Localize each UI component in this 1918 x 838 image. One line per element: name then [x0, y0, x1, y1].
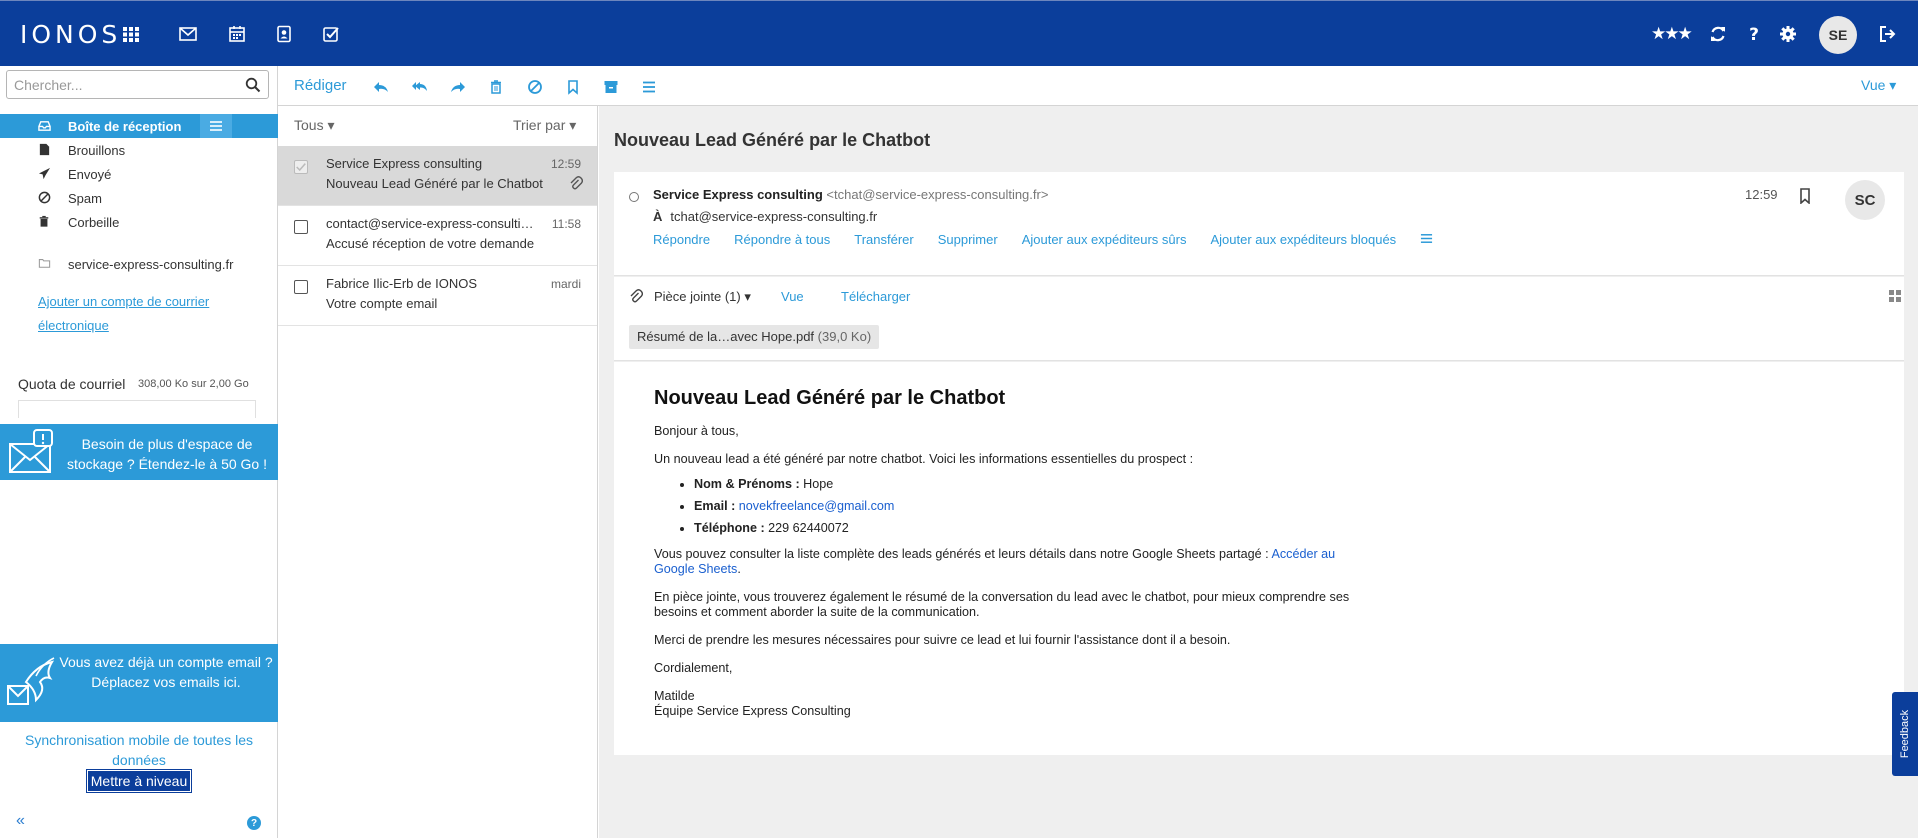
more-menu-icon[interactable]	[639, 77, 659, 97]
forward-icon[interactable]	[448, 77, 468, 97]
email-body-card	[614, 362, 1904, 755]
collapse-sidebar-icon[interactable]: «	[16, 812, 25, 829]
message-subject: Accusé réception de votre demande	[326, 236, 535, 251]
delete-action[interactable]: Supprimer	[937, 232, 998, 247]
sort-dropdown[interactable]	[513, 117, 576, 134]
message-row[interactable]	[278, 206, 597, 266]
reading-pane	[599, 106, 1918, 838]
attachment-note: En pièce jointe, vous trouverez également le résumé de la conversation du lead avec le chatbot, pour mieux comprendre ses besoins et comment aborder la suite de la communication.	[654, 590, 1350, 619]
rating-stars-icon[interactable]: ★★★	[1651, 24, 1691, 43]
migrate-promo-banner[interactable]	[0, 644, 278, 722]
recipient	[653, 209, 877, 224]
attachments-section	[614, 277, 1904, 361]
sent-icon	[37, 166, 51, 180]
migrate-promo-line2: Déplacez vos emails ici.	[91, 674, 241, 690]
quota-title: Quota de courriel	[18, 376, 126, 392]
signoff: Cordialement,	[654, 661, 733, 675]
attachment-icon	[569, 176, 583, 190]
sender-address: <tchat@service-express-consulting.fr>	[826, 187, 1049, 202]
reply-all-icon[interactable]	[410, 77, 430, 97]
view-label: Vue	[1861, 77, 1886, 93]
message-row[interactable]	[278, 266, 597, 326]
storage-promo-text: Besoin de plus d'espace de stockage ? Étendez-le à 50 Go !	[66, 436, 267, 472]
attachment-size: (39,0 Ko)	[817, 329, 872, 344]
folder-list	[0, 114, 278, 234]
add-account-link[interactable]: Ajouter un compte de courrier électronique	[38, 294, 210, 333]
filter-dropdown[interactable]	[294, 117, 335, 134]
sheets-text: Vous pouvez consulter la liste complète des leads générés et leurs détails dans notre Google Sheets partagé :	[654, 547, 1269, 561]
bookmark-icon[interactable]	[1798, 188, 1812, 204]
search-input[interactable]	[14, 76, 239, 93]
reply-icon[interactable]	[371, 77, 391, 97]
search-icon[interactable]	[245, 77, 261, 93]
forward-action[interactable]: Transférer	[854, 232, 914, 247]
mail-alert-icon	[8, 428, 56, 478]
help-icon[interactable]	[1741, 21, 1767, 47]
svg-text:?: ?	[1749, 25, 1759, 44]
lead-email	[694, 499, 1354, 514]
lead-phone-label: Téléphone :	[694, 521, 765, 535]
search-box[interactable]	[6, 70, 269, 99]
sheets-paragraph: Vous pouvez consulter la liste complète des leads générés et leurs détails dans notre Google Sheets partagé : Accéder au Google Sheets.	[654, 547, 1336, 576]
bookmark-icon[interactable]	[563, 77, 583, 97]
view-dropdown[interactable]	[1861, 77, 1896, 94]
attachment-dropdown[interactable]	[654, 289, 751, 305]
folder-label: Envoyé	[68, 166, 112, 182]
folder-sent[interactable]	[0, 162, 278, 186]
ionos-logo[interactable]: IONOS	[20, 20, 122, 49]
email-heading: Nouveau Lead Généré par le Chatbot	[654, 387, 1006, 409]
spam-icon[interactable]	[525, 77, 545, 97]
attachment-count: Pièce jointe (1)	[654, 289, 741, 304]
message-list	[278, 106, 598, 838]
chevron-down-icon: ▾	[327, 117, 335, 133]
message-from: Fabrice Ilic-Erb de IONOS	[326, 276, 477, 291]
inbox-icon	[37, 118, 51, 132]
add-safe-sender-action[interactable]: Ajouter aux expéditeurs sûrs	[1021, 232, 1187, 247]
folder-spam[interactable]	[0, 186, 278, 210]
mail-icon[interactable]	[175, 21, 201, 47]
mail-toolbar	[278, 66, 1918, 106]
chevron-down-icon: ▾	[1889, 77, 1897, 93]
message-header	[614, 172, 1904, 276]
top-bar	[0, 0, 1918, 66]
message-subject: Votre compte email	[326, 296, 438, 311]
folder-menu-icon[interactable]	[200, 114, 232, 138]
list-header	[278, 106, 597, 146]
unread-toggle-icon[interactable]	[629, 192, 639, 202]
upgrade-button[interactable]: Mettre à niveau	[87, 770, 192, 792]
add-blocked-sender-action[interactable]: Ajouter aux expéditeurs bloqués	[1210, 232, 1397, 247]
storage-promo-banner[interactable]	[0, 424, 278, 480]
message-time: 12:59	[1745, 187, 1778, 202]
chevron-down-icon: ▾	[744, 289, 751, 304]
message-from: Service Express consulting	[326, 156, 483, 171]
lead-phone-value: 229 62440072	[768, 521, 849, 535]
logout-icon[interactable]	[1874, 21, 1900, 47]
message-subject: Nouveau Lead Généré par le Chatbot	[326, 176, 543, 191]
help-icon[interactable]: ?	[247, 816, 261, 830]
lead-details-list	[694, 477, 1354, 536]
message-checkbox[interactable]	[294, 220, 308, 234]
folder-label: Spam	[68, 190, 102, 206]
lead-name-value: Hope	[803, 477, 834, 491]
reply-action[interactable]: Répondre	[653, 232, 711, 247]
email-greeting: Bonjour à tous,	[654, 424, 739, 438]
attachment-icon	[629, 289, 643, 303]
closing-note: Merci de prendre les mesures nécessaires pour suivre ce lead et lui fournir l'assistance dont il a besoin.	[654, 633, 1231, 647]
message-checkbox[interactable]	[294, 160, 308, 174]
message-actions	[653, 232, 1457, 248]
message-from: contact@service-express-consulti…	[326, 216, 534, 231]
lead-email-label: Email :	[694, 499, 736, 513]
contacts-icon[interactable]	[271, 21, 297, 47]
folder-trash[interactable]	[0, 210, 278, 234]
feedback-tab[interactable]	[1892, 692, 1918, 776]
attachment-view-link[interactable]: Vue	[781, 289, 804, 304]
signature-name: Matilde	[654, 689, 695, 703]
quota-section	[18, 376, 268, 392]
message-time: 12:59	[550, 157, 581, 171]
quota-bar	[18, 400, 256, 418]
folder-inbox[interactable]	[0, 114, 278, 138]
folder-domain[interactable]	[0, 252, 278, 276]
folder-label: Boîte de réception	[68, 118, 182, 134]
email-body	[654, 386, 1354, 719]
apps-grid-icon[interactable]	[118, 21, 144, 47]
folder-label: Brouillons	[68, 142, 126, 158]
reply-all-action[interactable]: Répondre à tous	[734, 232, 831, 247]
settings-gear-icon[interactable]	[1775, 21, 1801, 47]
lead-name	[694, 477, 1354, 492]
migrate-promo-text	[56, 652, 276, 692]
recipient-address[interactable]: tchat@service-express-consulting.fr	[670, 209, 878, 224]
tasks-icon[interactable]	[318, 21, 344, 47]
archive-icon[interactable]	[601, 77, 621, 97]
email-intro: Un nouveau lead a été généré par notre chatbot. Voici les informations essentielles du prospect :	[654, 452, 1194, 466]
bird-mail-icon	[6, 656, 60, 710]
delete-icon[interactable]	[486, 77, 506, 97]
lead-name-label: Nom & Prénoms :	[694, 477, 800, 491]
to-label: À	[653, 209, 663, 224]
attachment-filename: Résumé de la…avec Hope.pdf	[637, 329, 815, 344]
message-title: Nouveau Lead Généré par le Chatbot	[614, 130, 931, 150]
sender-name[interactable]: Service Express consulting	[653, 187, 823, 202]
sender	[653, 187, 1048, 202]
folder-drafts[interactable]	[0, 138, 278, 162]
more-actions-icon[interactable]	[1420, 232, 1433, 248]
migrate-promo-line1: Vous avez déjà un compte email ?	[59, 654, 273, 670]
calendar-icon[interactable]	[224, 21, 250, 47]
folder-icon	[37, 256, 51, 270]
feedback-label: Feedback	[1899, 709, 1911, 759]
lead-email-link[interactable]: novekfreelance@gmail.com	[738, 499, 895, 513]
lead-phone	[694, 521, 1354, 536]
spam-icon	[37, 190, 51, 204]
user-avatar[interactable]: SE	[1819, 16, 1857, 54]
message-checkbox[interactable]	[294, 280, 308, 294]
refresh-icon[interactable]	[1705, 21, 1731, 47]
chevron-down-icon: ▾	[569, 117, 577, 133]
trash-icon	[37, 214, 51, 228]
sync-section	[0, 730, 278, 792]
folder-label: Corbeille	[68, 214, 120, 230]
folder-label: service-express-consulting.fr	[68, 256, 234, 272]
quota-value: 308,00 Ko sur 2,00 Go	[138, 378, 249, 390]
sync-text[interactable]: Synchronisation mobile de toutes les données	[24, 732, 254, 768]
sidebar	[0, 66, 278, 838]
google-sheets-link[interactable]: Accéder au Google Sheets	[654, 547, 1336, 576]
draft-icon	[37, 142, 51, 156]
sender-avatar: SC	[1845, 180, 1885, 220]
sort-label: Trier par	[513, 117, 566, 133]
grid-view-icon[interactable]	[1889, 290, 1901, 302]
message-time: mardi	[550, 277, 581, 291]
signature-team: Équipe Service Express Consulting	[654, 704, 851, 718]
filter-label: Tous	[294, 117, 324, 133]
message-time: 11:58	[551, 217, 581, 231]
message-row[interactable]	[278, 146, 597, 206]
attachment-file-chip[interactable]	[629, 325, 879, 349]
attachment-download-link[interactable]: Télécharger	[841, 289, 911, 304]
compose-button[interactable]: Rédiger	[294, 77, 347, 94]
